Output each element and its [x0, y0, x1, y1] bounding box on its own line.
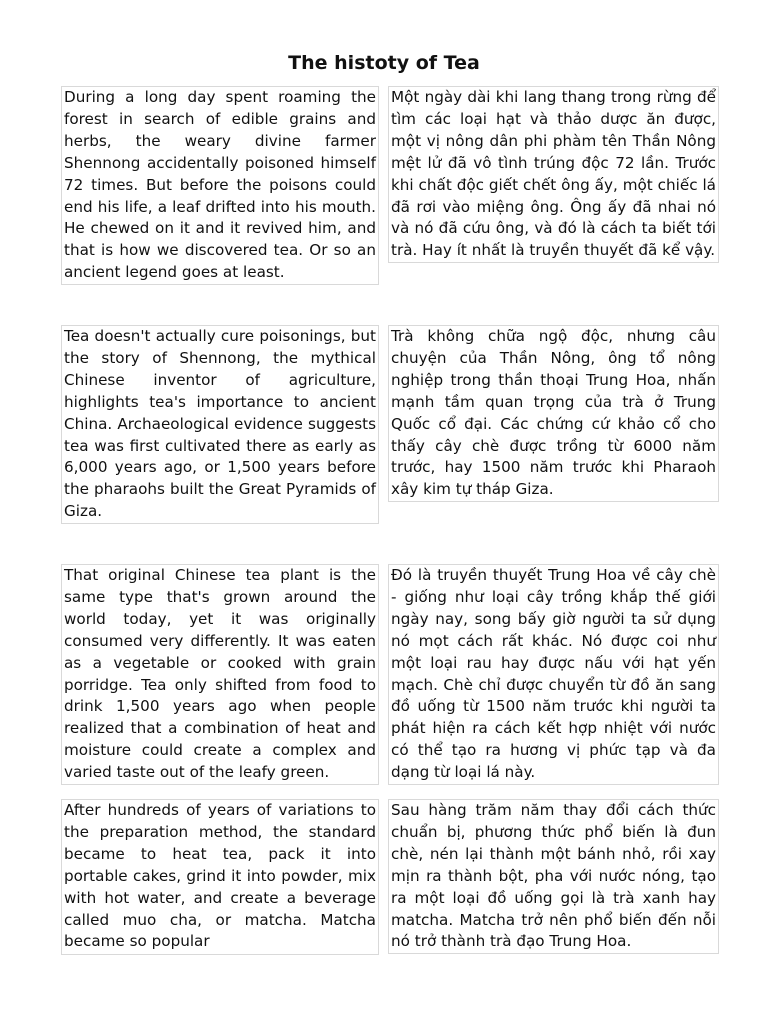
paragraph-4-vietnamese: Sau hàng trăm năm thay đổi cách thức chuẩn bị, phương thức phổ biến là đun chè, nén lại thành một bánh nhỏ, rồi xay mịn ra thành bột, pha với nước nóng, tạo ra một loại đồ uống gọi là trà xanh hay matcha. Matcha trở nên phổ biến đến nỗi nó trở thành trà đạo Trung Hoa. — [388, 799, 719, 954]
paragraph-3-vietnamese: Đó là truyền thuyết Trung Hoa về cây chè - giống như loại cây trồng khắp thế giới ngày nay, song bấy giờ người ta sử dụng nó mọt cách rất khác. Nó được coi như một loại rau hay được nấu với hạt yến mạch. Chè chỉ được chuyển từ đồ ăn sang đồ uống từ 1500 năm trước khi người ta phát hiện ra cách kết hợp nhiệt với nước có thể tạo ra hương vị phức tạp và đa dạng từ loại lá này. — [388, 564, 719, 785]
paragraph-1-vietnamese: Một ngày dài khi lang thang trong rừng để tìm các loại hạt và thảo dược ăn được, một vị nông dân phi phàm tên Thần Nông mệt lử đã vô tình trúng độc 72 lần. Trước khi chất độc giết chết ông ấy, một chiếc lá đã rơi vào miệng ông. Ông ấy đã nhai nó và nó đã cứu ông, và đó là cách ta biết tới trà. Hay ít nhất là truyền thuyết đã kể vậy. — [388, 86, 719, 263]
paragraph-2-vietnamese: Trà không chữa ngộ độc, nhưng câu chuyện của Thần Nông, ông tổ nông nghiệp trong thần thoại Trung Hoa, nhấn mạnh tầm quan trọng của trà ở Trung Quốc cổ đại. Các chứng cứ khảo cổ cho thấy cây chè được trồng từ 6000 năm trước, hay 1500 năm trước khi Pharaoh xây kim tự tháp Giza. — [388, 325, 719, 502]
paragraph-2-english: Tea doesn't actually cure poisonings, but the story of Shennong, the mythical Chinese inventor of agriculture, highlights tea's importance to ancient China. Archaeological evidence suggests tea was first cultivated there as early as 6,000 years ago, or 1,500 years before the pharaohs built the Great Pyramids of Giza. — [61, 325, 379, 524]
paragraph-1-english: During a long day spent roaming the forest in search of edible grains and herbs, the weary divine farmer Shennong accidentally poisoned himself 72 times. But before the poisons could end his life, a leaf drifted into his mouth. He chewed on it and it revived him, and that is how we discovered tea. Or so an ancient legend goes at least. — [61, 86, 379, 285]
paragraph-3-english: That original Chinese tea plant is the same type that's grown around the world today, yet it was originally consumed very differently. It was eaten as a vegetable or cooked with grain porridge. Tea only shifted from food to drink 1,500 years ago when people realized that a combination of heat and moisture could create a complex and varied taste out of the leafy green. — [61, 564, 379, 785]
document-title: The histoty of Tea — [288, 52, 480, 74]
paragraph-4-english: After hundreds of years of variations to the preparation method, the standard became to heat tea, pack it into portable cakes, grind it into powder, mix with hot water, and create a beverage called muo cha, or matcha. Matcha became so popular — [61, 799, 379, 955]
